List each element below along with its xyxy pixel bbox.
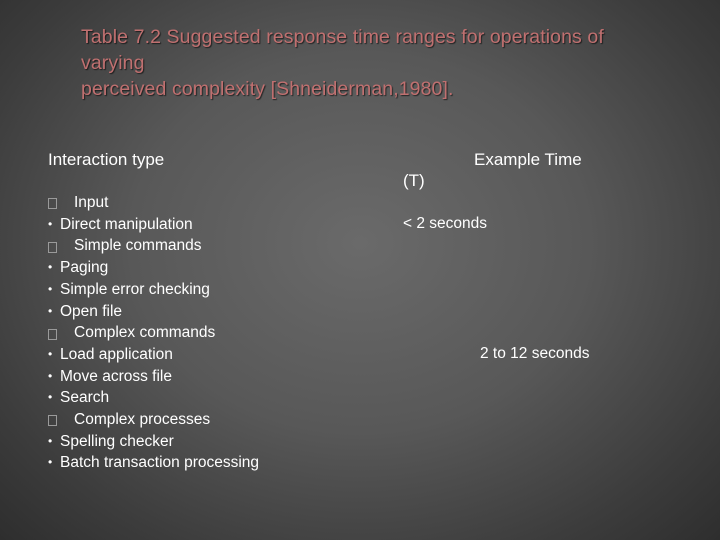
list-category [48,322,259,344]
time-under-2-seconds: < 2 seconds [403,215,488,232]
list-item [48,387,259,409]
bullet-icon: • [48,368,53,383]
list-item-label: Paging [60,259,109,277]
bullet-icon: • [48,390,53,405]
list-item-label: Input [74,194,109,211]
title-line-1: Table 7.2 Suggested response time ranges for operations of [81,26,604,48]
square-bullet-icon [48,198,57,209]
interaction-type-header: Interaction type [48,150,165,169]
square-bullet-icon [48,329,57,340]
list-item [48,257,259,279]
slide-title [81,24,691,102]
example-time-sub-header: (T) [403,171,425,190]
bullet-icon: • [48,346,53,361]
list-item [48,279,259,301]
list-category [48,192,259,214]
list-item [48,452,259,474]
list-item-label: Simple commands [74,237,202,255]
list-item [48,214,259,236]
list-item-label: Complex processes [74,411,211,429]
title-line-3: perceived complexity [Shneiderman,1980]. [81,78,454,100]
interaction-list [48,192,259,474]
list-item-label: Move across file [60,367,172,385]
bullet-icon: • [48,433,53,448]
list-item-label: Complex commands [74,324,216,342]
time-2-to-12-seconds: 2 to 12 seconds [480,345,590,362]
square-bullet-icon [48,242,57,253]
title-line-2: varying [81,52,145,74]
list-item-label: Direct manipulation [60,215,193,233]
list-item-label: Spelling checker [60,432,174,450]
list-category [48,235,259,257]
square-bullet-icon [48,415,57,426]
list-item-label: Load application [60,345,173,363]
list-item-label: Search [60,389,110,407]
bullet-icon: • [48,216,53,231]
bullet-icon: • [48,260,53,275]
list-item [48,366,259,388]
bullet-icon: • [48,455,53,470]
list-item [48,344,259,366]
list-item-label: Simple error checking [60,280,210,298]
bullet-icon: • [48,303,53,318]
list-item-label: Batch transaction processing [60,454,260,472]
bullet-icon: • [48,281,53,296]
list-item [48,301,259,323]
list-item-label: Open file [60,302,123,320]
list-category [48,409,259,431]
list-item [48,431,259,453]
example-time-header: Example Time [474,150,582,169]
